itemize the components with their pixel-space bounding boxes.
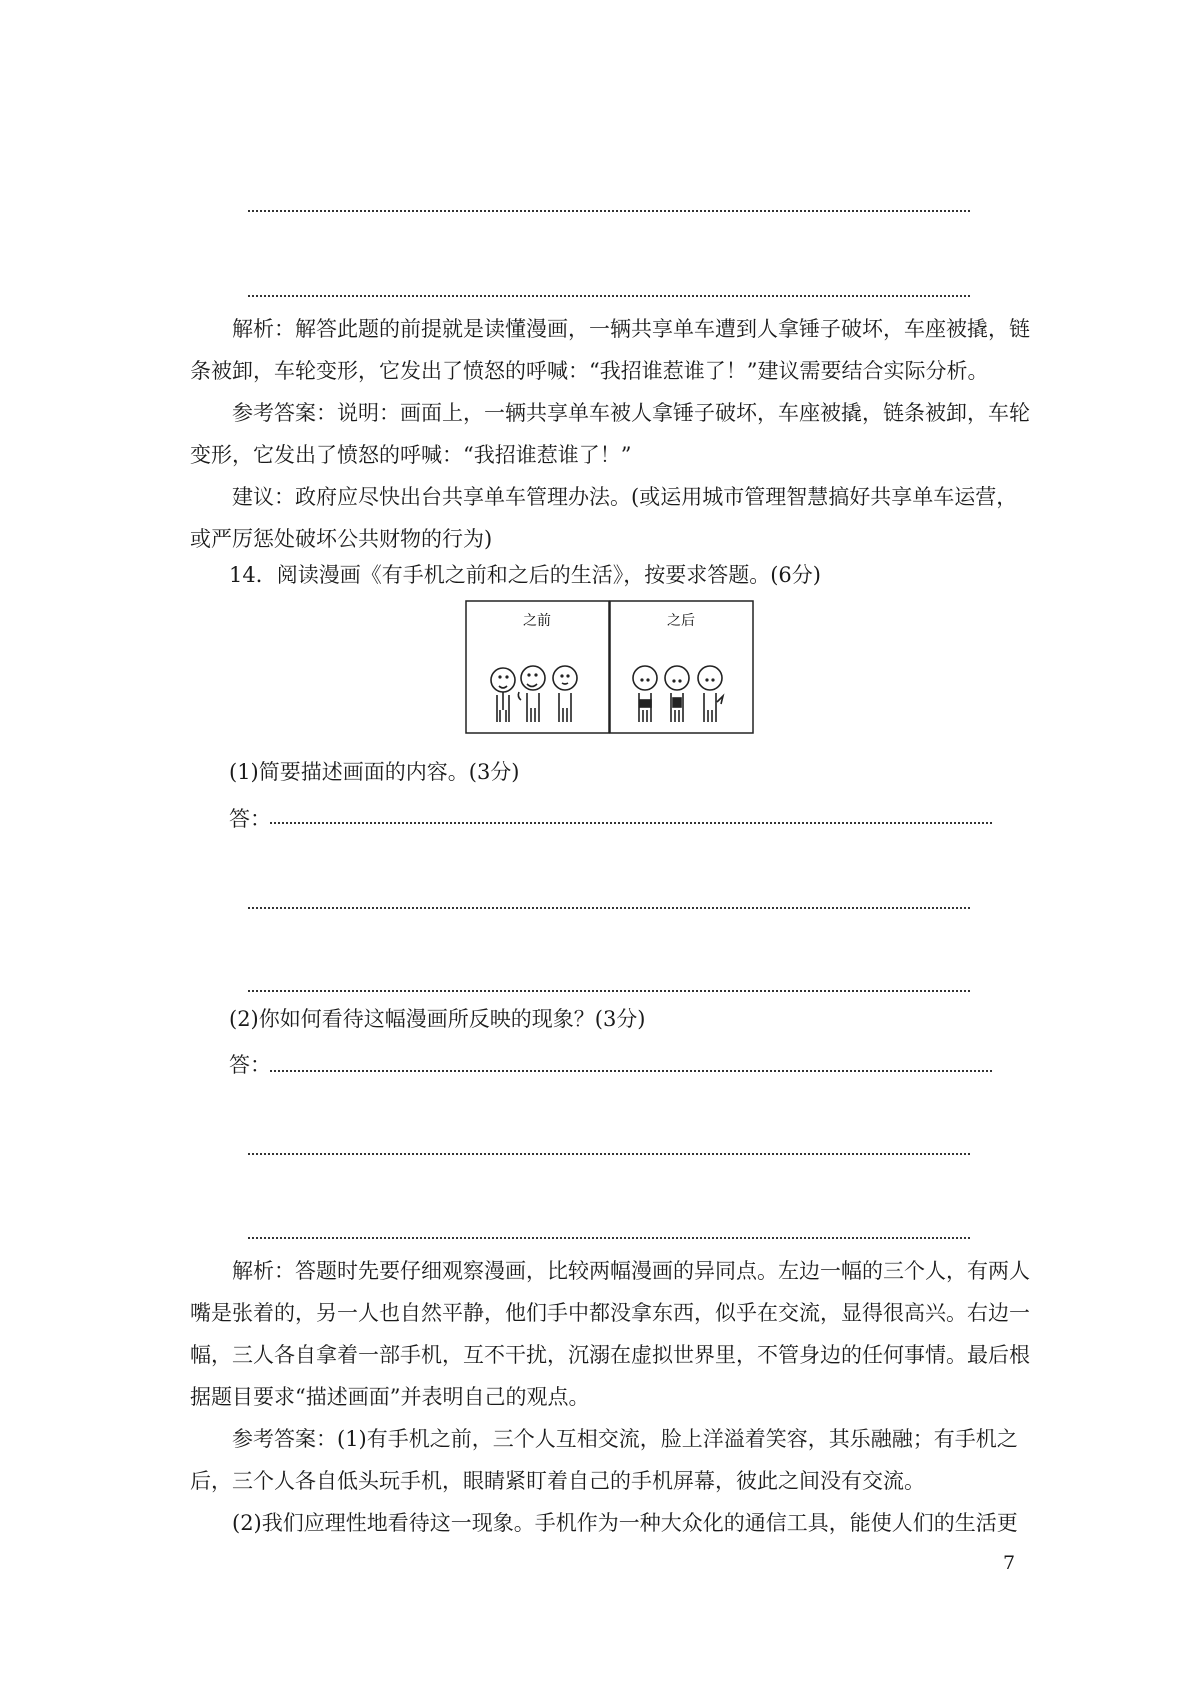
answer-line[interactable]	[270, 1070, 992, 1072]
suggestion-paragraph: 建议：政府应尽快出台共享单车管理办法。(或运用城市管理智慧搞好共享单车运营，或严厉惩处破坏公共财物的行为)	[190, 485, 1018, 551]
reference-answer-2: (2)我们应理性地看待这一现象。手机作为一种大众化的通信工具，能使人们的生活更	[232, 1511, 1018, 1535]
reference-answer-1: 参考答案：(1)有手机之前，三个人互相交流，脸上洋溢着笑容，其乐融融；有手机之后，三个人各自低头玩手机，眼睛紧盯着自己的手机屏幕，彼此之间没有交流。	[190, 1427, 1018, 1493]
comic-label-after: 之后	[667, 613, 695, 629]
sub-question-2: (2)你如何看待这幅漫画所反映的现象？(3分)	[229, 1007, 646, 1031]
answer-label: 答：	[229, 1053, 271, 1077]
page-number: 7	[1003, 1552, 1016, 1574]
comic-before-after-phones	[465, 600, 755, 734]
question-14-stem: 14．阅读漫画《有手机之前和之后的生活》，按要求答题。(6分)	[229, 563, 821, 587]
answer-line[interactable]	[270, 822, 992, 824]
answer-label: 答：	[229, 807, 271, 831]
reference-answer-paragraph: 参考答案：说明：画面上，一辆共享单车被人拿锤子破坏，车座被撬，链条被卸，车轮变形，它发出了愤怒的呼喊：“我招谁惹谁了！”	[190, 401, 1030, 467]
comic-label-before: 之前	[523, 613, 551, 629]
answer-line[interactable]	[248, 1237, 970, 1239]
answer-line[interactable]	[248, 907, 970, 909]
answer-line	[248, 210, 970, 212]
analysis-paragraph-14: 解析：答题时先要仔细观察漫画，比较两幅漫画的异同点。左边一幅的三个人，有两人嘴是张着的，另一人也自然平静，他们手中都没拿东西，似乎在交流，显得很高兴。右边一幅，三人各自拿着一部手机，互不干扰，沉溺在虚拟世界里，不管身边的任何事情。最后根据题目要求“描述画面”并表明自己的观点。	[190, 1259, 1030, 1409]
answer-line[interactable]	[248, 1153, 970, 1155]
answer-line	[248, 295, 970, 297]
analysis-paragraph: 解析：解答此题的前提就是读懂漫画，一辆共享单车遭到人拿锤子破坏，车座被撬，链条被卸，车轮变形，它发出了愤怒的呼喊：“我招谁惹谁了！”建议需要结合实际分析。	[190, 317, 1030, 383]
sub-question-1: (1)简要描述画面的内容。(3分)	[229, 760, 520, 784]
answer-line[interactable]	[248, 990, 970, 992]
